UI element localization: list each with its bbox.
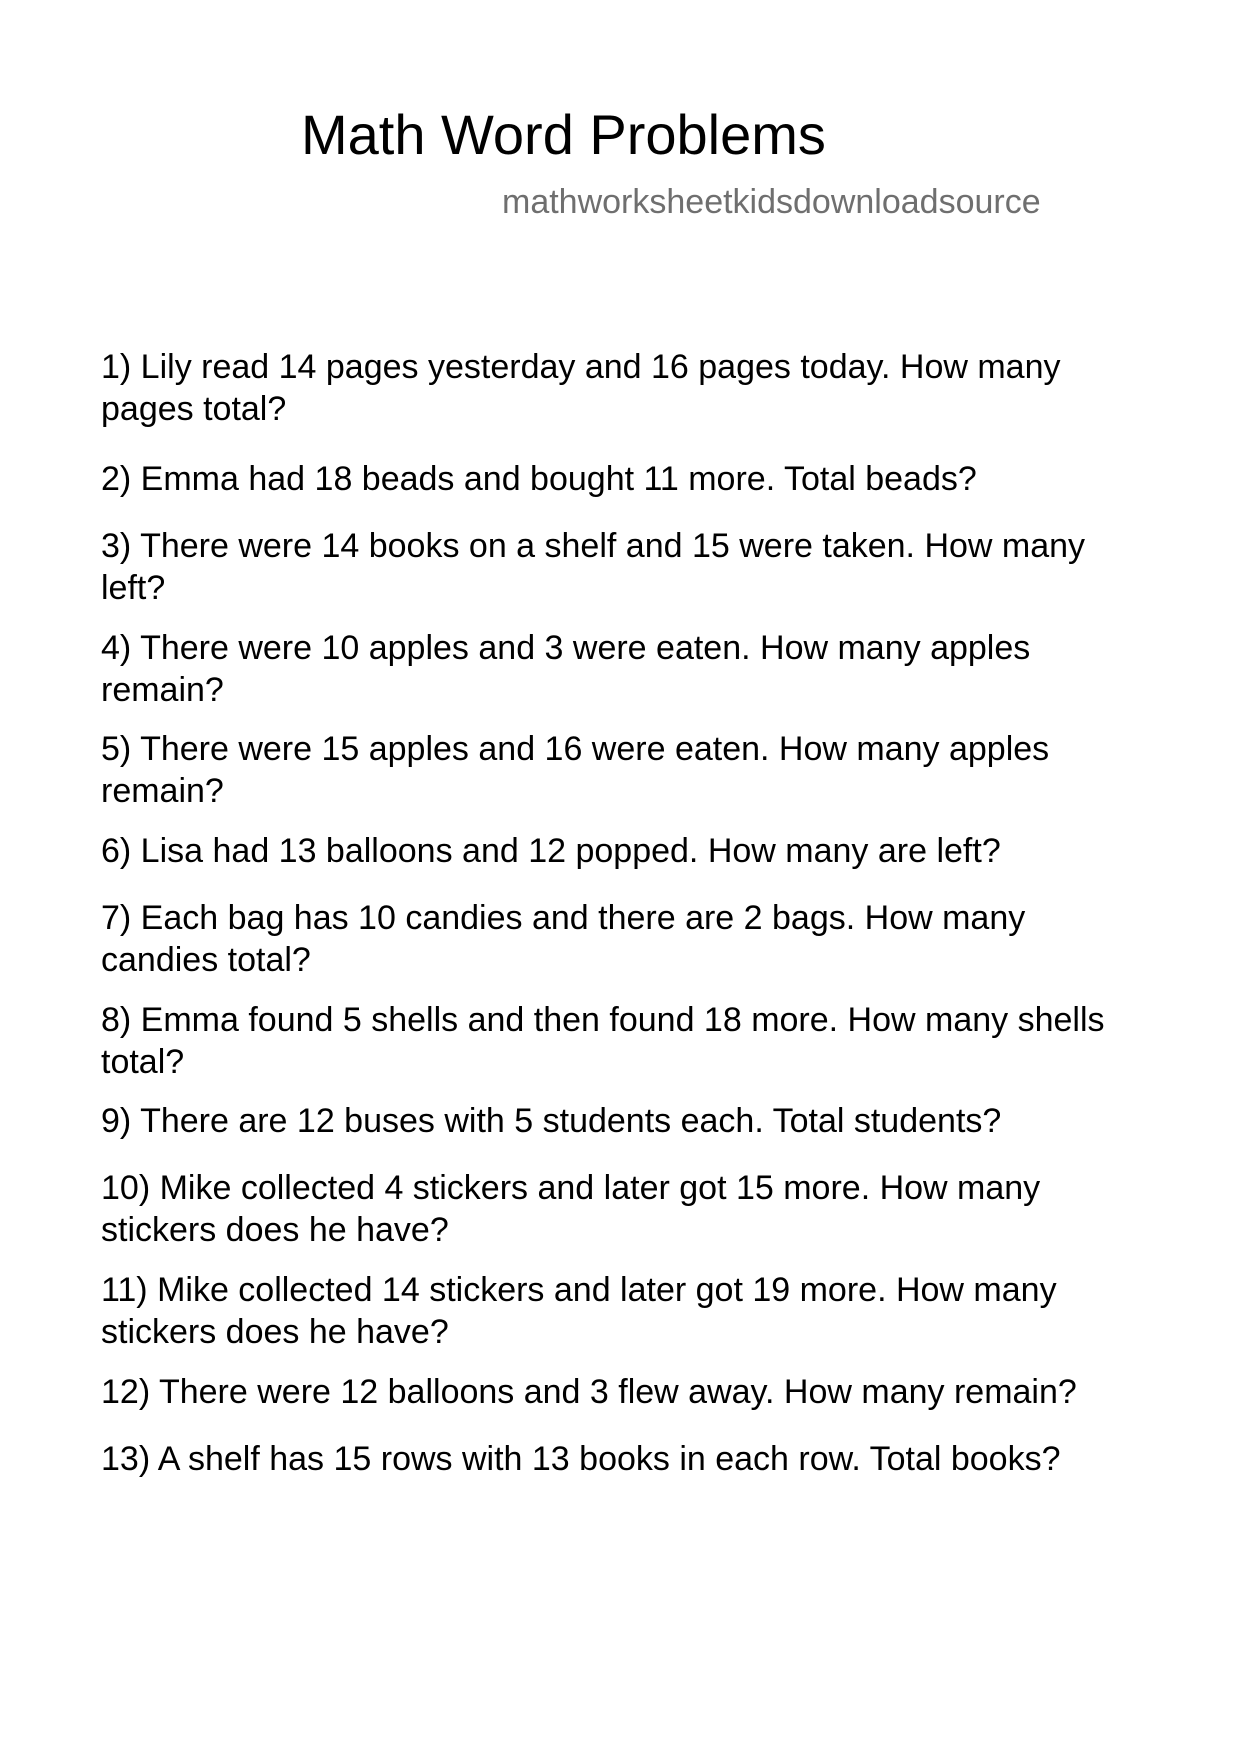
problem-7: 7) Each bag has 10 candies and there are 2 bags. How many candies total?: [101, 899, 1026, 979]
problem-5: 5) There were 15 apples and 16 were eaten. How many apples remain?: [101, 730, 1050, 810]
problem-10: 10) Mike collected 4 stickers and later got 15 more. How many stickers does he have?: [101, 1169, 1041, 1249]
problem-13: 13) A shelf has 15 rows with 13 books in each row. Total books?: [101, 1440, 1061, 1478]
problem-9: 9) There are 12 buses with 5 students each. Total students?: [101, 1102, 1002, 1140]
source-label: mathworksheetkidsdownloadsource: [502, 183, 1041, 221]
problem-8: 8) Emma found 5 shells and then found 18 more. How many shells total?: [101, 1001, 1105, 1081]
problem-1: 1) Lily read 14 pages yesterday and 16 pages today. How many pages total?: [101, 348, 1061, 428]
problem-6: 6) Lisa had 13 balloons and 12 popped. How many are left?: [101, 832, 1001, 870]
problem-12: 12) There were 12 balloons and 3 flew away. How many remain?: [101, 1373, 1077, 1411]
problem-11: 11) Mike collected 14 stickers and later got 19 more. How many stickers does he have?: [101, 1271, 1057, 1351]
problem-3: 3) There were 14 books on a shelf and 15 were taken. How many left?: [101, 527, 1086, 607]
page-title: Math Word Problems: [301, 103, 826, 166]
problem-2: 2) Emma had 18 beads and bought 11 more. Total beads?: [101, 460, 977, 498]
problem-4: 4) There were 10 apples and 3 were eaten. How many apples remain?: [101, 629, 1031, 709]
